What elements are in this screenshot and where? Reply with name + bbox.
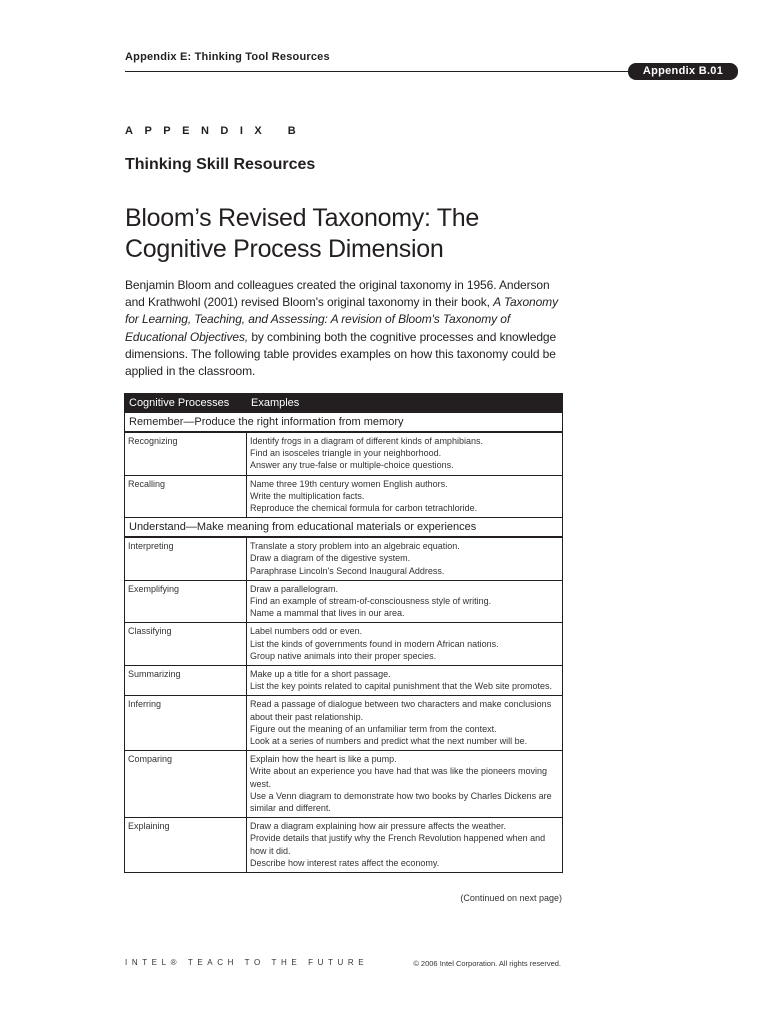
examples-cell <box>247 818 563 873</box>
example-line: Reproduce the chemical formula for carbon tetrachloride. <box>250 503 478 514</box>
table-row <box>125 751 563 818</box>
footer-brand: INTEL® TEACH TO THE FUTURE <box>125 958 369 967</box>
group-title: Remember—Produce the right information from memory <box>125 413 563 433</box>
example-line: Read a passage of dialogue between two characters and make conclusions about their past relationship. <box>250 699 552 722</box>
example-line: Draw a parallelogram. <box>250 583 339 594</box>
page-title: Bloom’s Revised Taxonomy: The Cognitive Process Dimension <box>125 204 479 263</box>
example-line: List the kinds of governments found in modern African nations. <box>250 638 499 649</box>
example-line: Write the multiplication facts. <box>250 490 365 501</box>
examples-cell <box>247 537 563 580</box>
example-line: Draw a diagram of the digestive system. <box>250 553 411 564</box>
book-title: A Taxonomy for Learning, Teaching, and Assessing: A revision of Bloom's Taxonomy of Educational Objectives, <box>125 295 558 344</box>
process-cell: Recognizing <box>125 432 247 475</box>
example-line: Use a Venn diagram to demonstrate how two books by Charles Dickens are similar and different. <box>250 790 552 814</box>
example-line: Answer any true-false or multiple-choice questions. <box>250 460 454 471</box>
example-line: Translate a story problem into an algebraic equation. <box>250 541 460 552</box>
process-cell: Explaining <box>125 818 247 873</box>
process-cell: Inferring <box>125 696 247 751</box>
examples-cell <box>247 696 563 751</box>
process-cell: Interpreting <box>125 537 247 580</box>
group-row <box>125 413 563 433</box>
process-cell: Exemplifying <box>125 580 247 623</box>
example-line: Look at a series of numbers and predict what the next number will be. <box>250 736 528 747</box>
running-header: Appendix E: Thinking Tool Resources <box>125 51 330 63</box>
example-line: Identify frogs in a diagram of different kinds of amphibians. <box>250 436 483 446</box>
example-line: Figure out the meaning of an unfamiliar term from the context. <box>250 723 497 734</box>
intro-text-2: by combining both the cognitive processes and knowledge dimensions. The following table provides examples on how this taxonomy could be applied in the classroom. <box>125 329 557 379</box>
header-examples: Examples <box>247 394 563 413</box>
table-row <box>125 580 563 623</box>
example-line: Explain how the heart is like a pump. <box>250 754 397 765</box>
group-row <box>125 518 563 538</box>
example-line: List the key points related to capital punishment that the Web site promotes. <box>250 681 553 692</box>
examples-cell <box>247 475 563 518</box>
table-row <box>125 432 563 475</box>
examples-cell <box>247 432 563 475</box>
table-row <box>125 623 563 666</box>
header-cognitive-processes: Cognitive Processes <box>125 394 247 413</box>
example-line: Make up a title for a short passage. <box>250 669 391 680</box>
examples-cell <box>247 666 563 696</box>
appendix-tab: Appendix B.01 <box>628 63 738 80</box>
example-line: Write about an experience you have had that was like the pioneers moving west. <box>250 766 548 789</box>
table-row <box>125 818 563 873</box>
footer-copyright: © 2006 Intel Corporation. All rights reserved. <box>413 959 561 968</box>
table-row <box>125 666 563 696</box>
example-line: Find an isosceles triangle in your neighborhood. <box>250 448 442 459</box>
process-cell: Summarizing <box>125 666 247 696</box>
examples-cell <box>247 623 563 666</box>
group-title: Understand—Make meaning from educational materials or experiences <box>125 518 563 538</box>
table-header-row <box>125 394 563 413</box>
example-line: Describe how interest rates affect the economy. <box>250 857 440 868</box>
table-body <box>125 413 563 873</box>
example-line: Name three 19th century women English authors. <box>250 478 448 489</box>
appendix-label: APPENDIX B <box>125 125 308 137</box>
table-row <box>125 537 563 580</box>
example-line: Group native animals into their proper species. <box>250 650 437 661</box>
continued-note: (Continued on next page) <box>460 893 562 903</box>
section-title: Thinking Skill Resources <box>125 156 316 173</box>
example-line: Name a mammal that lives in our area. <box>250 608 405 619</box>
example-line: Provide details that justify why the French Revolution happened when and how it did. <box>250 833 546 856</box>
example-line: Paraphrase Lincoln's Second Inaugural Address. <box>250 565 445 576</box>
example-line: Label numbers odd or even. <box>250 626 363 637</box>
intro-text-1: Benjamin Bloom and colleagues created the original taxonomy in 1956. Anderson and Krathwohl (2001) revised Bloom's original taxonomy in their book, <box>125 278 550 310</box>
example-line: Find an example of stream-of-consciousness style of writing. <box>250 596 492 607</box>
table-row <box>125 696 563 751</box>
taxonomy-table <box>124 393 563 873</box>
process-cell: Comparing <box>125 751 247 818</box>
examples-cell <box>247 580 563 623</box>
process-cell: Recalling <box>125 475 247 518</box>
example-line: Draw a diagram explaining how air pressure affects the weather. <box>250 821 506 832</box>
table-row <box>125 475 563 518</box>
examples-cell <box>247 751 563 818</box>
process-cell: Classifying <box>125 623 247 666</box>
intro-paragraph <box>125 277 565 380</box>
